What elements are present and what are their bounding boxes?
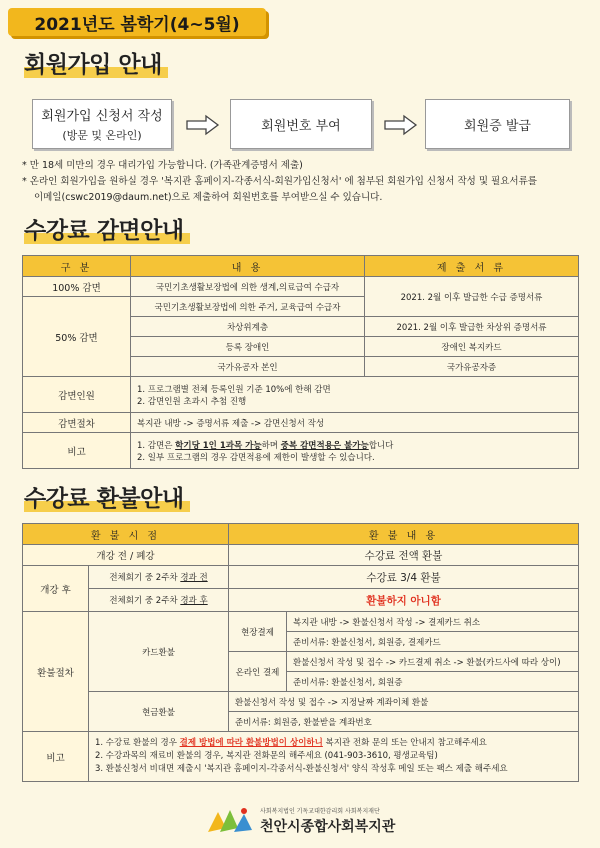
- note-line: * 만 18세 미만의 경우 대리가입 가능합니다. (가족관계증명서 제출): [22, 160, 303, 171]
- header-refund-time: 환 불 시 점: [23, 524, 229, 545]
- refund-remarks-label: 비고: [23, 732, 89, 782]
- remark-line: 1. 감면은 학기당 1인 1과목 가능하며 중복 감면적용은 불가능합니다: [137, 440, 394, 451]
- onsite-label: 현장결제: [229, 612, 287, 652]
- discount-remarks-content: [131, 433, 579, 469]
- cash-docs: 준비서류: 회원증, 환불받을 계좌번호: [229, 712, 579, 732]
- full-discount-label: 100% 감면: [23, 277, 131, 297]
- discount-table: [22, 255, 579, 469]
- online-docs: 준비서류: 환불신청서, 회원증: [287, 672, 579, 692]
- discount-section-title: 수강료 감면안내: [24, 212, 184, 245]
- header-category: 구 분: [23, 256, 131, 277]
- refund-remarks-content: [89, 732, 579, 782]
- refund-procedure-label: 환불절차: [23, 612, 89, 732]
- step-member-number: [230, 99, 372, 149]
- foundation-text: 사회복지법인 기독교대한감리회 사회복지재단: [260, 808, 380, 815]
- step-application: [32, 99, 172, 149]
- full-discount-content: 국민기초생활보장법에 의한 생계,의료급여 수급자: [131, 277, 365, 297]
- procedure-label: 감면절차: [23, 413, 131, 433]
- half-discount-row: 국가유공자 본인: [131, 357, 365, 377]
- half-discount-doc: 국가유공자증: [365, 357, 579, 377]
- header-documents: 제 출 서 류: [365, 256, 579, 277]
- arrow-right-icon: [384, 114, 418, 136]
- note-line: 이메일(cswc2019@daum.net)으로 제출하여 회원번호를 부여받으실 수 있습니다.: [34, 192, 383, 203]
- refund-table: [22, 523, 579, 782]
- step-member-card: [425, 99, 570, 149]
- before-label: 개강 전 / 폐강: [23, 545, 229, 566]
- before-content: 수강료 전액 환불: [229, 545, 579, 566]
- footer: [0, 800, 600, 840]
- half-discount-row: 등록 장애인: [131, 337, 365, 357]
- half-discount-doc: 2021. 2월 이후 발급한 차상위 증명서류: [365, 317, 579, 337]
- onsite-step: 복지관 내방 -> 환불신청서 작성 -> 결제카드 취소: [287, 612, 579, 632]
- quota-content: [131, 377, 579, 413]
- after-row2-label: 전체회기 중 2주차 경과 후: [89, 589, 229, 612]
- remark-line: 2. 일부 프로그램의 경우 감면적용에 제한이 발생할 수 있습니다.: [137, 452, 375, 463]
- step-member-card-label: 회원증 발급: [464, 118, 531, 134]
- header-content: 내 용: [131, 256, 365, 277]
- membership-section-title: 회원가입 안내: [24, 46, 162, 79]
- half-discount-row: 국민기초생활보장법에 의한 주거, 교육급여 수급자: [131, 297, 365, 317]
- remark-line: 3. 환불신청서 비대면 제출시 '복지관 홈페이지-각종서식-환불신청서' 양식 작성후 메일 또는 팩스 제출 해주세요: [95, 764, 508, 774]
- no-refund-text: 환불하지 아니함: [229, 589, 579, 612]
- quota-line: 2. 감면인원 초과시 추첨 진행: [137, 396, 247, 407]
- discount-remarks-label: 비고: [23, 433, 131, 469]
- online-label: 온라인 결제: [229, 652, 287, 692]
- step-member-number-label: 회원번호 부여: [261, 118, 341, 134]
- step-application-sub: (방문 및 온라인): [62, 129, 142, 142]
- onsite-docs: 준비서류: 환불신청서, 회원증, 결제카드: [287, 632, 579, 652]
- remark-line: 2. 수강과목의 재료비 환불의 경우, 복지관 전화문의 해주세요 (041-903-3610, 평생교육팀): [95, 751, 438, 761]
- cash-step: 환불신청서 작성 및 접수 -> 지정날짜 계좌이체 환불: [229, 692, 579, 712]
- step-application-label: 회원가입 신청서 작성: [41, 109, 163, 124]
- quota-label: 감면인원: [23, 377, 131, 413]
- header-refund-content: 환 불 내 용: [229, 524, 579, 545]
- semester-banner: 2021년도 봄학기(4~5월): [8, 8, 266, 36]
- note-line: * 온라인 회원가입을 원하실 경우 '복지관 홈페이지-각종서식-회원가입신청서' 에 첨부된 회원가입 신청서 작성 및 필요서류를: [22, 176, 537, 187]
- welfare-center-logo: [206, 806, 254, 836]
- card-refund-label: 카드환불: [89, 612, 229, 692]
- online-step: 환불신청서 작성 및 접수 -> 카드결제 취소 -> 환불(카드사에 따라 상이): [287, 652, 579, 672]
- arrow-right-icon: [186, 114, 220, 136]
- half-discount-doc: 장애인 복지카드: [365, 337, 579, 357]
- after-row1-label: 전체회기 중 2주차 경과 전: [89, 566, 229, 589]
- after-row1-content: 수강료 3/4 환불: [229, 566, 579, 589]
- after-label: 개강 후: [23, 566, 89, 612]
- half-discount-label: 50% 감면: [23, 297, 131, 377]
- procedure-content: 복지관 내방 -> 증명서류 제출 -> 감면신청서 작성: [131, 413, 579, 433]
- cash-refund-label: 현금환불: [89, 692, 229, 732]
- center-name: 천안시종합사회복지관: [260, 819, 396, 835]
- refund-section-title: 수강료 환불안내: [24, 480, 184, 513]
- full-discount-doc: 2021. 2월 이후 발급한 수급 증명서류: [365, 277, 579, 317]
- quota-line: 1. 프로그램별 전체 등록인원 기준 10%에 한해 감면: [137, 384, 331, 395]
- remark-line: 1. 수강료 환불의 경우 결제 방법에 따라 환불방법이 상이하니 복지관 전화 문의 또는 안내지 참고해주세요: [95, 738, 487, 748]
- half-discount-row: 차상위계층: [131, 317, 365, 337]
- membership-notes: [22, 158, 582, 206]
